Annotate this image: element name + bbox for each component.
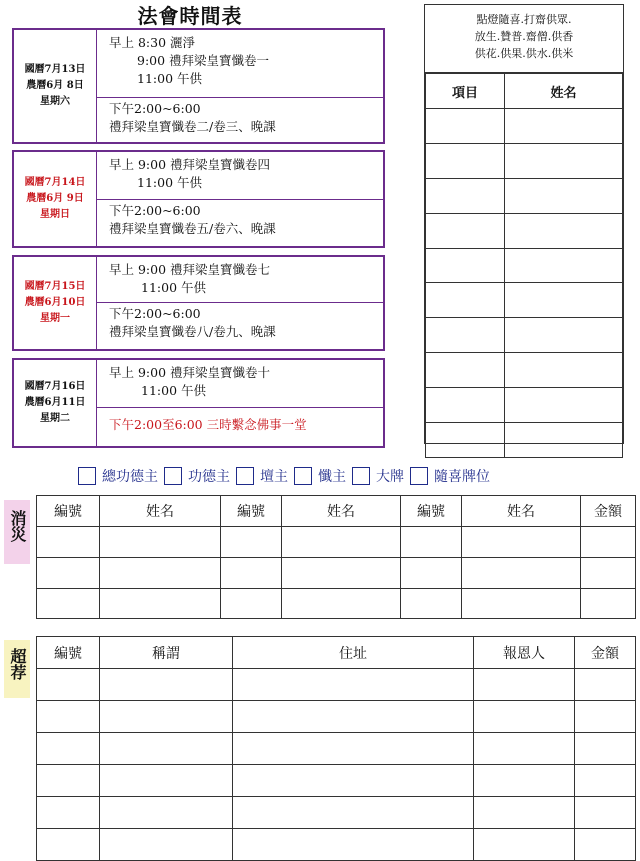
table-cell[interactable] (401, 589, 462, 619)
table-cell[interactable] (100, 527, 221, 558)
table-cell[interactable] (462, 558, 581, 589)
table-cell[interactable] (100, 558, 221, 589)
table-cell[interactable] (505, 213, 623, 248)
table-row (426, 318, 623, 353)
chaojian-tab (4, 640, 30, 698)
table-cell[interactable] (37, 527, 100, 558)
table-row (37, 733, 636, 765)
table-row (37, 527, 636, 558)
table-cell[interactable] (426, 213, 505, 248)
table-cell[interactable] (221, 589, 282, 619)
column-header: 姓名 (505, 74, 623, 109)
column-header: 項目 (426, 74, 505, 109)
tablet-type-options (78, 466, 496, 486)
option-checkbox[interactable] (236, 466, 288, 486)
table-cell[interactable] (100, 765, 233, 797)
table-row (37, 797, 636, 829)
session-line: 早上 9:00 禮拜梁皇寶懺卷十 (109, 365, 271, 380)
schedule-day-2 (12, 150, 385, 248)
table-cell[interactable] (37, 733, 100, 765)
note-line: 放生.贊普.齋僧.供香 (474, 30, 574, 43)
table-cell[interactable] (462, 527, 581, 558)
date-solar: 國曆7月16日 (24, 381, 86, 392)
table-cell[interactable] (426, 178, 505, 213)
table-cell[interactable] (505, 423, 623, 458)
option-checkbox[interactable] (352, 466, 404, 486)
table-cell[interactable] (474, 765, 575, 797)
table-cell[interactable] (474, 669, 575, 701)
date-lunar: 農曆6月 9日 (26, 193, 84, 204)
table-cell[interactable] (426, 109, 505, 144)
checkbox-box[interactable] (164, 467, 182, 485)
table-cell[interactable] (474, 701, 575, 733)
session-line: 11:00 午供 (141, 280, 206, 295)
column-header: 編號 (37, 496, 100, 527)
offerings-table (425, 73, 623, 458)
table-cell[interactable] (505, 353, 623, 388)
table-cell[interactable] (575, 701, 636, 733)
column-header: 姓名 (282, 496, 401, 527)
schedule-date (14, 152, 97, 246)
table-cell[interactable] (474, 829, 575, 861)
checkbox-box[interactable] (352, 467, 370, 485)
date-lunar: 農曆6月10日 (24, 297, 86, 308)
morning-session (97, 360, 383, 408)
table-cell[interactable] (100, 797, 233, 829)
session-line: 禮拜梁皇寶懺卷二/卷三、晚課 (109, 119, 276, 134)
session-line: 早上 8:30 灑淨 (109, 35, 196, 50)
date-solar: 國曆7月15日 (24, 281, 86, 292)
table-row (37, 558, 636, 589)
session-line: 下午2:00~6:00 (109, 101, 201, 116)
morning-session (97, 152, 383, 200)
table-cell[interactable] (37, 669, 100, 701)
table-cell[interactable] (575, 765, 636, 797)
option-checkbox[interactable] (164, 466, 230, 486)
table-cell[interactable] (505, 109, 623, 144)
table-cell[interactable] (426, 248, 505, 283)
table-row (426, 423, 623, 458)
note-line: 供花.供果.供水.供米 (474, 47, 574, 60)
column-header: 報恩人 (474, 637, 575, 669)
table-cell[interactable] (575, 733, 636, 765)
table-cell[interactable] (37, 829, 100, 861)
afternoon-session (97, 98, 383, 142)
session-line: 早上 9:00 禮拜梁皇寶懺卷七 (109, 262, 271, 277)
table-cell[interactable] (426, 353, 505, 388)
table-cell[interactable] (233, 765, 474, 797)
table-row (37, 765, 636, 797)
column-header: 姓名 (462, 496, 581, 527)
schedule-day-1 (12, 28, 385, 144)
date-solar: 國曆7月14日 (24, 177, 86, 188)
morning-session (97, 257, 383, 303)
table-cell[interactable] (233, 797, 474, 829)
column-header: 住址 (233, 637, 474, 669)
option-checkbox[interactable] (294, 466, 346, 486)
table-cell[interactable] (581, 589, 636, 619)
table-cell[interactable] (462, 589, 581, 619)
table-row (37, 701, 636, 733)
table-cell[interactable] (426, 318, 505, 353)
option-label: 懺主 (318, 469, 346, 485)
option-label: 壇主 (260, 469, 288, 485)
table-cell[interactable] (233, 829, 474, 861)
table-cell[interactable] (426, 388, 505, 423)
table-cell[interactable] (37, 558, 100, 589)
table-row (37, 669, 636, 701)
table-cell[interactable] (37, 797, 100, 829)
session-line: 禮拜梁皇寶懺卷五/卷六、晚課 (109, 221, 276, 236)
option-checkbox[interactable] (410, 466, 490, 486)
option-checkbox[interactable] (78, 466, 158, 486)
schedule-day-4 (12, 358, 385, 448)
table-cell[interactable] (426, 283, 505, 318)
table-cell[interactable] (581, 527, 636, 558)
option-label: 總功德主 (102, 469, 158, 485)
table-cell[interactable] (401, 558, 462, 589)
table-cell[interactable] (282, 527, 401, 558)
table-cell[interactable] (505, 318, 623, 353)
option-label: 大牌 (376, 469, 404, 485)
table-cell[interactable] (221, 527, 282, 558)
table-row (426, 109, 623, 144)
table-cell[interactable] (100, 733, 233, 765)
table-cell[interactable] (233, 701, 474, 733)
column-header: 編號 (401, 496, 462, 527)
table-cell[interactable] (505, 283, 623, 318)
column-header: 姓名 (100, 496, 221, 527)
session-line: 下午2:00~6:00 (109, 306, 201, 321)
tab-label: 消災 (8, 510, 27, 542)
table-row (37, 829, 636, 861)
table-cell[interactable] (505, 143, 623, 178)
table-cell[interactable] (37, 765, 100, 797)
column-header: 稱謂 (100, 637, 233, 669)
date-weekday: 星期一 (40, 313, 70, 324)
table-cell[interactable] (505, 388, 623, 423)
session-line: 11:00 午供 (137, 175, 202, 190)
column-header: 編號 (37, 637, 100, 669)
table-cell[interactable] (100, 669, 233, 701)
table-cell[interactable] (37, 589, 100, 619)
table-row (426, 178, 623, 213)
schedule-date (14, 257, 97, 349)
page-title: 法會時間表 (137, 4, 243, 28)
table-cell[interactable] (100, 829, 233, 861)
afternoon-session (97, 303, 383, 349)
session-line: 9:00 禮拜梁皇寶懺卷一 (137, 53, 270, 68)
table-cell[interactable] (233, 669, 474, 701)
schedule-date (14, 30, 97, 142)
xiaozai-tab (4, 500, 30, 564)
table-row (37, 589, 636, 619)
checkbox-box[interactable] (78, 467, 96, 485)
afternoon-session (97, 200, 383, 246)
afternoon-session (97, 406, 383, 446)
table-row (426, 213, 623, 248)
table-cell[interactable] (401, 527, 462, 558)
table-cell[interactable] (474, 733, 575, 765)
table-cell[interactable] (505, 178, 623, 213)
date-lunar: 農曆6月 8日 (26, 80, 84, 91)
table-cell[interactable] (581, 558, 636, 589)
date-lunar: 農曆6月11日 (24, 397, 86, 408)
session-line: 11:00 午供 (137, 71, 202, 86)
offerings-panel (424, 4, 624, 444)
table-header (426, 74, 623, 109)
column-header: 金額 (575, 637, 636, 669)
table-cell[interactable] (221, 558, 282, 589)
table-cell[interactable] (426, 423, 505, 458)
column-header: 編號 (221, 496, 282, 527)
session-line: 11:00 午供 (141, 383, 206, 398)
table-cell[interactable] (474, 797, 575, 829)
table-cell[interactable] (233, 733, 474, 765)
date-weekday: 星期二 (40, 413, 70, 424)
checkbox-box[interactable] (410, 467, 428, 485)
table-cell[interactable] (426, 143, 505, 178)
chaojian-table (36, 636, 636, 861)
tab-label: 超荐 (8, 648, 27, 680)
schedule-date (14, 360, 97, 446)
session-line: 早上 9:00 禮拜梁皇寶懺卷四 (109, 157, 271, 172)
table-cell[interactable] (100, 589, 221, 619)
column-header: 金額 (581, 496, 636, 527)
table-row (426, 388, 623, 423)
table-cell[interactable] (575, 829, 636, 861)
date-solar: 國曆7月13日 (24, 64, 86, 75)
note-line: 點燈隨喜.打齋供眾. (476, 13, 572, 26)
session-line: 下午2:00至6:00 三時繫念佛事一堂 (109, 417, 307, 432)
xiaozai-table (36, 495, 636, 619)
table-cell[interactable] (282, 589, 401, 619)
table-row (426, 353, 623, 388)
checkbox-box[interactable] (294, 467, 312, 485)
option-label: 功德主 (188, 469, 230, 485)
table-row (426, 248, 623, 283)
schedule-day-3 (12, 255, 385, 351)
table-row (426, 143, 623, 178)
table-cell[interactable] (282, 558, 401, 589)
date-weekday: 星期六 (40, 96, 70, 107)
table-cell[interactable] (575, 797, 636, 829)
checkbox-box[interactable] (236, 467, 254, 485)
session-line: 禮拜梁皇寶懺卷八/卷九、晚課 (109, 324, 276, 339)
table-header (37, 637, 636, 669)
table-cell[interactable] (575, 669, 636, 701)
option-label: 隨喜牌位 (434, 469, 490, 485)
table-row (426, 283, 623, 318)
table-cell[interactable] (100, 701, 233, 733)
date-weekday: 星期日 (40, 209, 70, 220)
table-cell[interactable] (505, 248, 623, 283)
offerings-note (425, 5, 623, 73)
table-header (37, 496, 636, 527)
table-cell[interactable] (37, 701, 100, 733)
session-line: 下午2:00~6:00 (109, 203, 201, 218)
morning-session (97, 30, 383, 98)
